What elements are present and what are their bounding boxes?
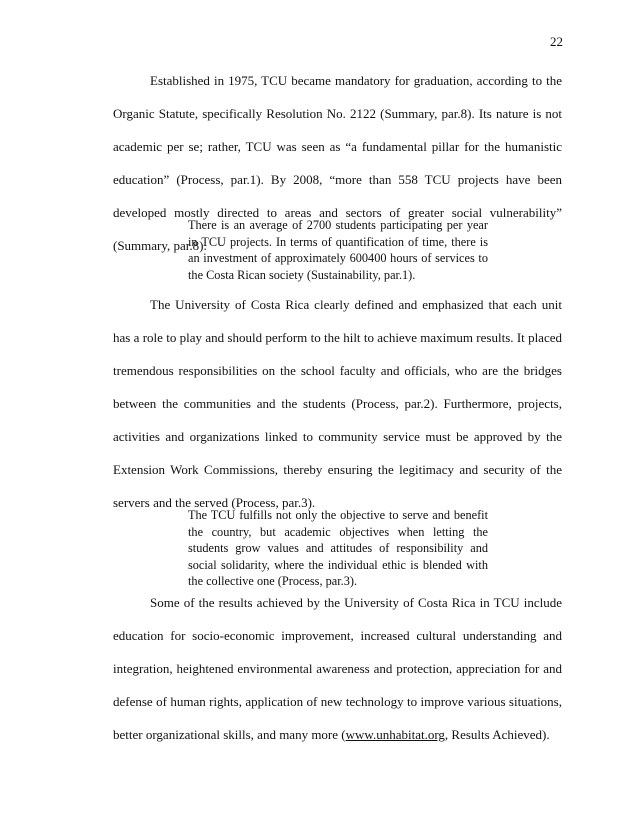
block-quote-objectives: The TCU fulfills not only the objective to serve and benefit the country, but academic objectives when letting the students grow values and attitudes of responsibility and social solidarity, where the individual ethic is blended with the collective one (Process, par.3). (188, 508, 488, 588)
paragraph-tcu-results (113, 586, 562, 751)
results-text: Some of the results achieved by the University of Costa Rica in TCU include education for socio-economic improvement, increased cultural understanding and integration, heightened environmental awareness and protection, appreciation for and defense of human rights, application of new technology to improve various situations, better organizational skills, and many more ( (113, 595, 562, 742)
page-number: 22 (550, 34, 563, 49)
results-citation: , Results Achieved). (444, 727, 550, 742)
block-quote-participation: There is an average of 2700 students participating per year in TCU projects. In terms of quantification of time, there is an investment of approximately 600400 hours of services to the Costa Rican society (Sustainability, par.1). (188, 218, 488, 282)
unhabitat-link[interactable]: www.unhabitat.org (345, 727, 445, 742)
paragraph-tcu-history: Established in 1975, TCU became mandatory for graduation, according to the Organic Statute, specifically Resolution No. 2122 (Summary, par.8). Its nature is not academic per se; rather, TCU was seen as “a fundamental pillar for the humanistic education” (Process, par.1). By 2008, “more than 558 TCU projects have been developed mostly directed to areas and sectors of greater social vulnerability” (Summary, par.8). (113, 73, 562, 253)
paragraph-university-roles: The University of Costa Rica clearly defined and emphasized that each unit has a role to play and should perform to the hilt to achieve maximum results. It placed tremendous responsibilities on the school faculty and officials, who are the bridges between the communities and the students (Process, par.2). Furthermore, projects, activities and organizations linked to community service must be approved by the Extension Work Commissions, thereby ensuring the legitimacy and security of the servers and the served (Process, par.3). (113, 297, 562, 510)
